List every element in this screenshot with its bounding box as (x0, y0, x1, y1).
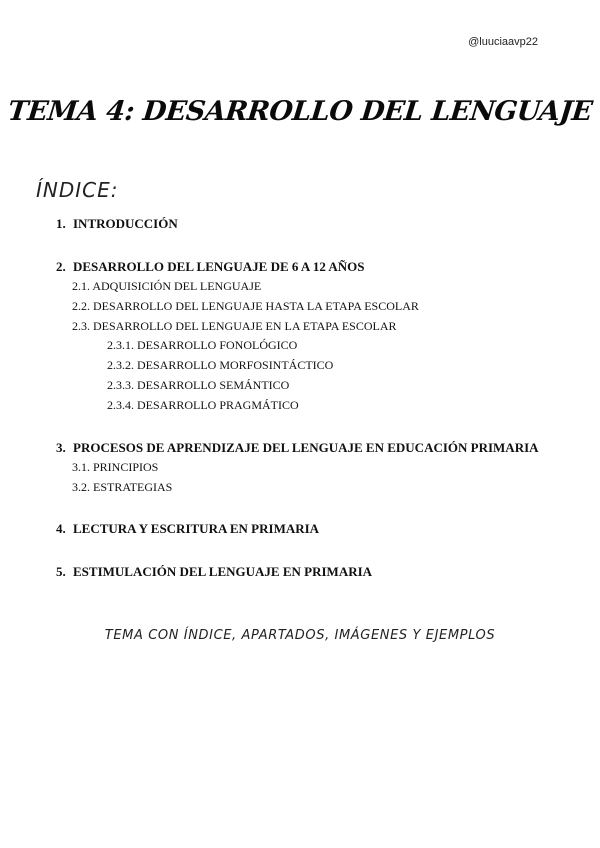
toc-section-label: INTRODUCCIÓN (73, 216, 178, 231)
toc-section-3 (56, 440, 539, 456)
author-handle: @luuciaavp22 (468, 36, 538, 48)
toc-section-label: ESTIMULACIÓN DEL LENGUAJE EN PRIMARIA (73, 564, 373, 579)
toc-section-label: LECTURA Y ESCRITURA EN PRIMARIA (73, 521, 320, 536)
toc-subsection-2-3-2: 2.3.2. DESARROLLO MORFOSINTÁCTICO (107, 358, 334, 372)
index-heading: ÍNDICE: (36, 178, 119, 202)
toc-subsection-2-3-4: 2.3.4. DESARROLLO PRAGMÁTICO (107, 398, 299, 412)
toc-section-5 (56, 564, 372, 580)
toc-subsection-2-1: 2.1. ADQUISICIÓN DEL LENGUAJE (72, 279, 262, 293)
toc-section-label: PROCESOS DE APRENDIZAJE DEL LENGUAJE EN EDUCACIÓN PRIMARIA (73, 440, 539, 455)
toc-subsection-2-3: 2.3. DESARROLLO DEL LENGUAJE EN LA ETAPA ESCOLAR (72, 319, 397, 333)
toc-section-number: 5. (56, 564, 66, 579)
toc-subsection-2-3-3: 2.3.3. DESARROLLO SEMÁNTICO (107, 378, 290, 392)
toc-section-2 (56, 259, 364, 275)
toc-section-1 (56, 216, 178, 232)
toc-subsection-3-2: 3.2. ESTRATEGIAS (72, 480, 173, 494)
footer-note: TEMA CON ÍNDICE, APARTADOS, IMÁGENES Y EJEMPLOS (104, 628, 496, 643)
toc-section-number: 3. (56, 440, 66, 455)
toc-subsection-2-2: 2.2. DESARROLLO DEL LENGUAJE HASTA LA ETAPA ESCOLAR (72, 299, 419, 313)
toc-section-number: 2. (56, 259, 66, 274)
toc-subsection-2-3-1: 2.3.1. DESARROLLO FONOLÓGICO (107, 338, 298, 352)
toc-section-number: 1. (56, 216, 66, 231)
toc-section-4 (56, 521, 319, 537)
toc-section-label: DESARROLLO DEL LENGUAJE DE 6 A 12 AÑOS (73, 259, 365, 274)
toc-subsection-3-1: 3.1. PRINCIPIOS (72, 460, 159, 474)
page-title: TEMA 4: DESARROLLO DEL LENGUAJE (6, 96, 594, 127)
toc-section-number: 4. (56, 521, 66, 536)
